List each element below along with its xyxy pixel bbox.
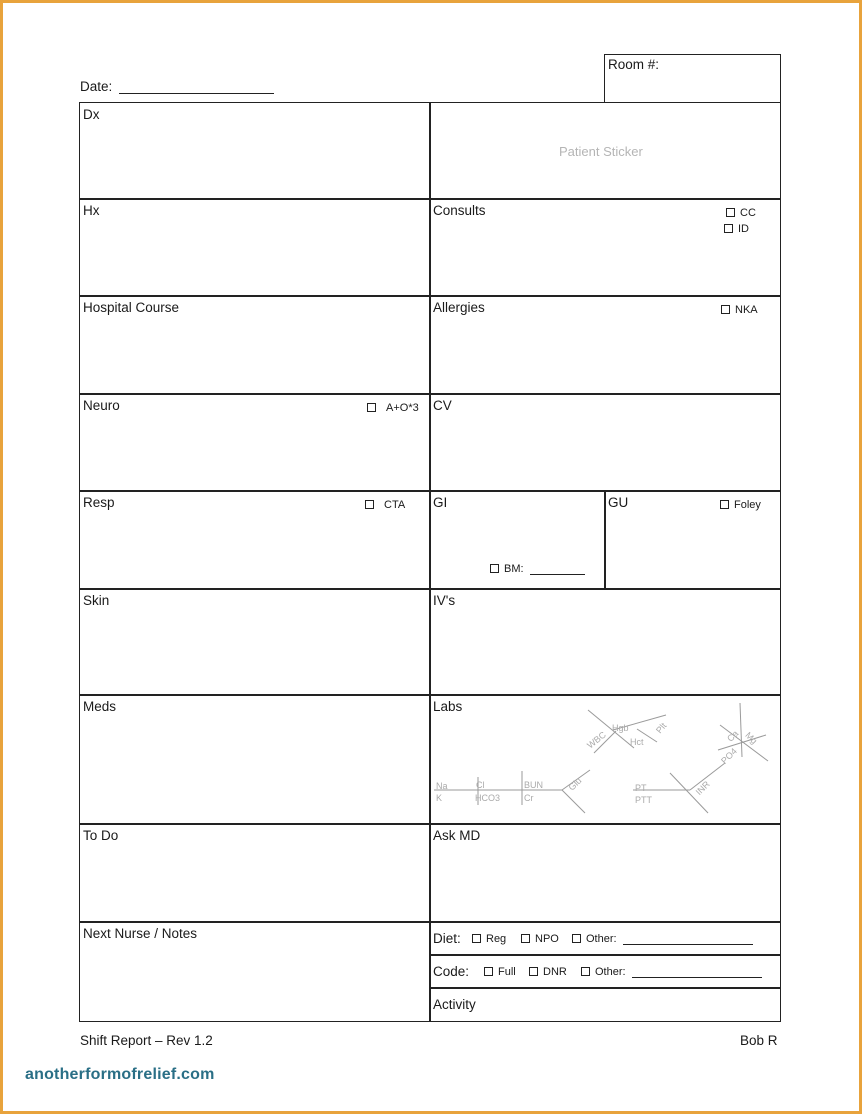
code-other-checkbox[interactable] <box>581 966 762 978</box>
ask-md-cell[interactable] <box>429 823 781 923</box>
allergies-nka-checkbox[interactable] <box>721 304 758 316</box>
lab-na: Na <box>436 781 448 791</box>
hx-label: Hx <box>83 203 100 218</box>
consults-cell[interactable] <box>429 198 781 297</box>
lab-glu: Glu <box>566 775 584 793</box>
gi-cell[interactable] <box>429 490 606 590</box>
lab-hgb: Hgb <box>612 723 629 733</box>
bm-label: BM: <box>504 563 524 575</box>
labs-label: Labs <box>433 699 463 714</box>
code-dnr-label: DNR <box>543 966 567 978</box>
neuro-aox3-checkbox[interactable] <box>367 402 419 414</box>
dx-cell[interactable] <box>79 102 431 200</box>
dx-label: Dx <box>83 107 100 122</box>
gu-foley-checkbox[interactable] <box>720 499 761 511</box>
consults-label: Consults <box>433 203 486 218</box>
ivs-label: IV's <box>433 593 456 608</box>
hospital-course-cell[interactable] <box>79 295 431 395</box>
lab-wbc: WBC <box>585 729 608 751</box>
consult-id-label: ID <box>738 223 749 235</box>
patient-sticker-cell <box>429 102 781 200</box>
checkbox-icon <box>484 967 493 976</box>
lab-inr: INR <box>693 778 712 798</box>
checkbox-icon <box>720 500 729 509</box>
consult-cc-checkbox[interactable] <box>726 207 756 219</box>
lab-pt: PT <box>635 783 647 793</box>
diet-label: Diet: <box>433 931 461 946</box>
lab-plt: Plt <box>654 720 669 736</box>
code-full-checkbox[interactable] <box>484 966 516 978</box>
todo-cell[interactable] <box>79 823 431 923</box>
checkbox-icon <box>490 564 499 573</box>
room-label: Room #: <box>608 57 660 72</box>
checkbox-icon <box>724 224 733 233</box>
room-box[interactable] <box>604 54 781 103</box>
diet-npo-label: NPO <box>535 933 559 945</box>
checkbox-icon <box>572 934 581 943</box>
bm-line <box>530 574 585 575</box>
consult-id-checkbox[interactable] <box>724 223 749 235</box>
diet-reg-label: Reg <box>486 933 507 945</box>
resp-cell[interactable] <box>79 490 431 590</box>
next-nurse-label: Next Nurse / Notes <box>83 926 198 941</box>
lab-cl: Cl <box>476 780 485 790</box>
footer-revision: Shift Report – Rev 1.2 <box>80 1033 213 1048</box>
date-field[interactable] <box>80 79 274 94</box>
date-label: Date: <box>80 79 113 94</box>
checkbox-icon <box>581 967 590 976</box>
meds-label: Meds <box>83 699 117 714</box>
checkbox-icon <box>367 403 376 412</box>
code-cell[interactable] <box>429 954 781 989</box>
cv-cell[interactable] <box>429 393 781 492</box>
diet-cell[interactable] <box>429 921 781 956</box>
lab-hco3: HCO3 <box>475 793 501 803</box>
activity-label: Activity <box>433 997 476 1012</box>
lab-ca: Ca <box>725 728 741 744</box>
checkbox-icon <box>721 305 730 314</box>
checkbox-icon <box>529 967 538 976</box>
lab-k: K <box>436 793 443 803</box>
skin-label: Skin <box>83 593 110 608</box>
resp-label: Resp <box>83 495 115 510</box>
patient-sticker-label: Patient Sticker <box>559 144 643 159</box>
lab-hct: Hct <box>630 737 644 747</box>
allergies-label: Allergies <box>433 300 485 315</box>
checkbox-icon <box>365 500 374 509</box>
neuro-cell[interactable] <box>79 393 431 492</box>
checkbox-icon <box>472 934 481 943</box>
aox3-label: A+O*3 <box>386 402 419 414</box>
code-full-label: Full <box>498 966 516 978</box>
hx-cell[interactable] <box>79 198 431 297</box>
foley-label: Foley <box>734 499 761 511</box>
labs-cell[interactable] <box>429 694 781 825</box>
gi-bm-checkbox[interactable] <box>490 563 585 575</box>
watermark-text[interactable]: anotherformofrelief.com <box>25 1066 215 1083</box>
hospital-course-label: Hospital Course <box>83 300 180 315</box>
diet-reg-checkbox[interactable] <box>472 933 506 945</box>
gi-label: GI <box>433 495 448 510</box>
code-other-label: Other: <box>595 966 626 978</box>
code-dnr-checkbox[interactable] <box>529 966 567 978</box>
nka-label: NKA <box>735 304 758 316</box>
code-label: Code: <box>433 964 470 979</box>
lab-mg: Mg <box>743 730 760 746</box>
lab-bun: BUN <box>524 780 544 790</box>
neuro-label: Neuro <box>83 398 120 413</box>
gu-cell[interactable] <box>604 490 781 590</box>
diet-other-label: Other: <box>586 933 617 945</box>
checkbox-icon <box>726 208 735 217</box>
cta-label: CTA <box>384 499 406 511</box>
meds-cell[interactable] <box>79 694 431 825</box>
gu-label: GU <box>608 495 629 510</box>
ivs-cell[interactable] <box>429 588 781 696</box>
checkbox-icon <box>521 934 530 943</box>
ask-md-label: Ask MD <box>433 828 481 843</box>
lab-cr: Cr <box>524 793 534 803</box>
cv-label: CV <box>433 398 452 413</box>
allergies-cell[interactable] <box>429 295 781 395</box>
lab-po4: PO4 <box>719 746 739 766</box>
diet-npo-checkbox[interactable] <box>521 933 559 945</box>
next-nurse-cell[interactable] <box>79 921 431 1022</box>
footer-author: Bob R <box>740 1033 778 1048</box>
activity-cell[interactable] <box>429 987 781 1022</box>
date-line <box>119 93 274 94</box>
lab-ptt: PTT <box>635 795 652 805</box>
consult-cc-label: CC <box>740 207 756 219</box>
code-other-line <box>632 977 762 978</box>
todo-label: To Do <box>83 828 119 843</box>
resp-cta-checkbox[interactable] <box>365 499 405 511</box>
diet-other-checkbox[interactable] <box>572 933 753 945</box>
diet-other-line <box>623 944 753 945</box>
skin-cell[interactable] <box>79 588 431 696</box>
